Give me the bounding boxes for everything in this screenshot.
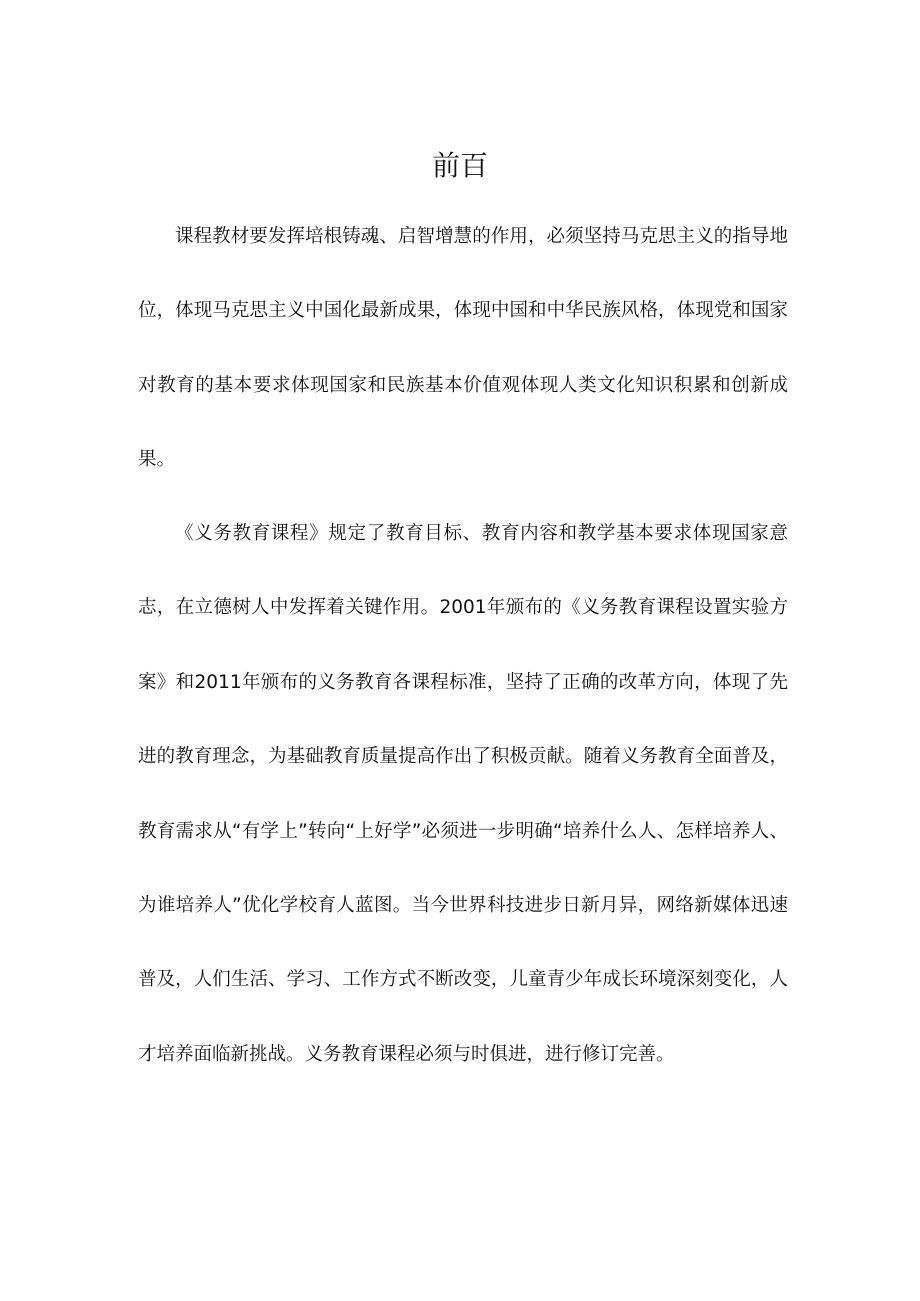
page-title: 前百 — [431, 149, 488, 182]
paragraph-2: 《义务教育课程》规定了教育目标、教育内容和教学基本要求体现国家意志，在立德树人中发挥着关键作用。2001年颁布的《义务教育课程设置实验方案》和2011年颁布的义务教育各课程标准，坚持了正确的改革方向，体现了先进的教育理念，为基础教育质量提高作出了积极贡献。随着义务教育全面普及，教育需求从“有学上”转向“上好学”必须进一步明确“培养什么人、怎样培养人、为谁培养人”优化学校育人蓝图。当今世界科技进步日新月异，网络新媒体迅速普及，人们生活、学习、工作方式不断改变，儿童青少年成长环境深刻变化，人才培养面临新挑战。义务教育课程必须与时俱进，进行修订完善。 — [138, 523, 788, 1065]
paragraph-1: 课程教材要发挥培根铸魂、启智增慧的作用，必须坚持马克思主义的指导地位，体现马克思主义中国化最新成果，体现中国和中华民族风格，体现党和国家对教育的基本要求体现国家和民族基本价值观体现人类文化知识积累和创新成果。 — [138, 226, 788, 471]
